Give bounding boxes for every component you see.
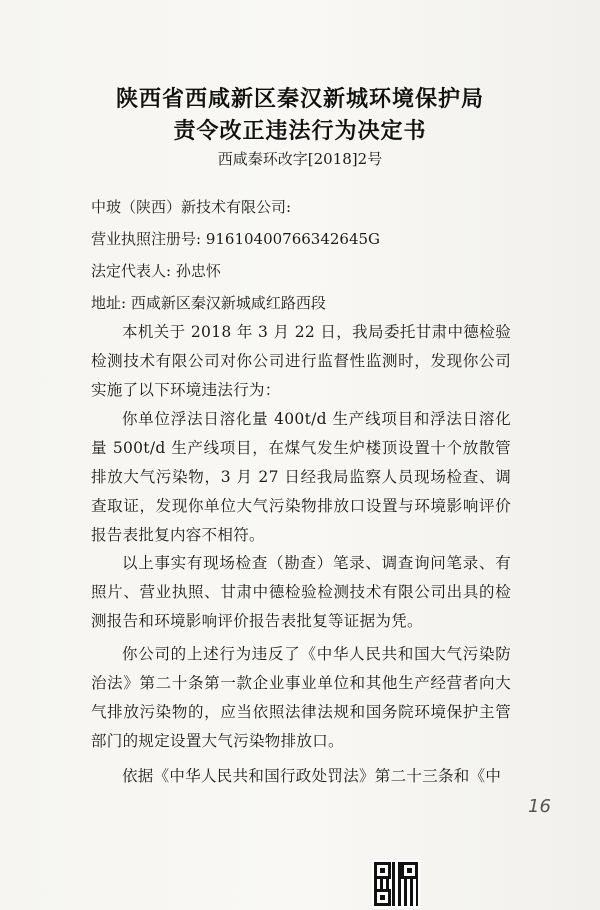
company-address: 地址: 西咸新区秦汉新城咸红路西段 bbox=[91, 294, 326, 312]
handwritten-page-mark: 16 bbox=[528, 796, 551, 817]
paragraph-legal-basis: 你公司的上述行为违反了《中华人民共和国大气污染防治法》第二十条第一款企业事业单位和其他生产经营者向大气排放污染物的，应当依照法律法规和国务院环境保护主管部门的规定设置大气污染物排放口。 bbox=[91, 645, 511, 750]
paragraph-findings-intro: 本机关于 2018 年 3 月 22 日，我局委托甘肃中德检验检测技术有限公司对你公司进行监督性监测时，发现你公司实施了以下环境违法行为： bbox=[91, 323, 511, 399]
document-title-line1: 陕西省西咸新区秦汉新城环境保护局 bbox=[115, 87, 484, 112]
document-title-line2: 责令改正违法行为决定书 bbox=[173, 119, 427, 144]
qr-code-icon bbox=[374, 862, 418, 906]
document-number: 西咸秦环改字[2018]2号 bbox=[217, 150, 383, 168]
company-name: 中玻（陕西）新技术有限公司: bbox=[91, 198, 292, 216]
paragraph-penalty-basis: 依据《中华人民共和国行政处罚法》第二十三条和《中 bbox=[122, 767, 502, 785]
business-license-number: 营业执照注册号: 91610400766342645G bbox=[91, 230, 381, 248]
legal-representative: 法定代表人: 孙忠怀 bbox=[91, 262, 221, 280]
paragraph-evidence: 以上事实有现场检查（勘查）笔录、调查询问笔录、有照片、营业执照、甘肃中德检验检测技术有限公司出具的检测报告和环境影响评价报告表批复等证据为凭。 bbox=[91, 554, 511, 630]
paragraph-violation-details: 你单位浮法日溶化量 400t/d 生产线项目和浮法日溶化量 500t/d 生产线项目，在煤气发生炉楼顶设置十个放散管排放大气污染物，3 月 27 日经我局监察人员现场检查、调查取证，发现你单位大气污染物排放口设置与环境影响评价报告表批复内容不相符。 bbox=[91, 410, 511, 544]
